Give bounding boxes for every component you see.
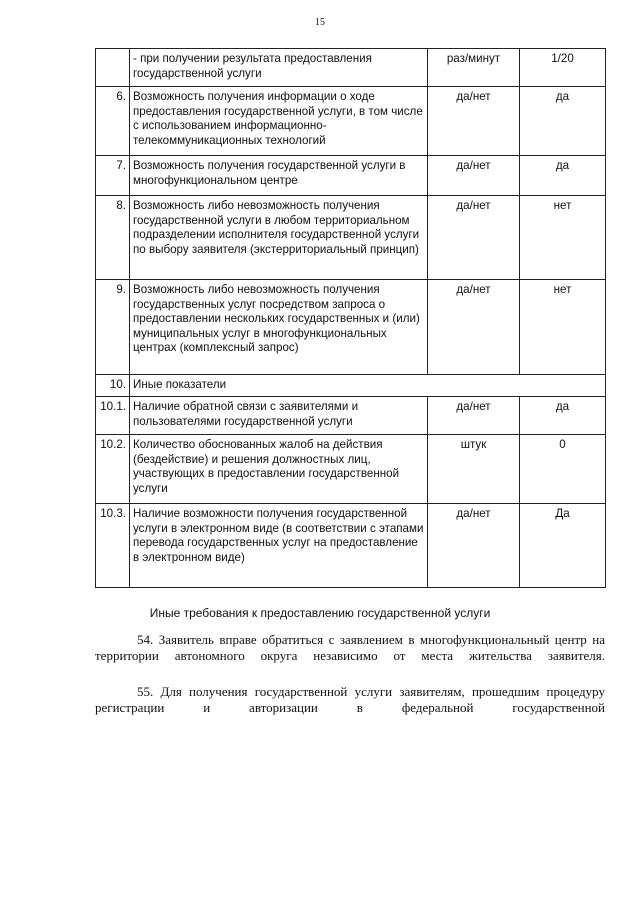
indicator-unit: да/нет xyxy=(428,504,520,588)
paragraph-55: 55. Для получения государственной услуги заявителям, прошедшим процедуру регистрации и авторизации в федеральной государственной xyxy=(95,684,605,715)
row-number: 10.2. xyxy=(96,435,130,504)
row-number: 8. xyxy=(96,196,130,280)
row-number: 7. xyxy=(96,156,130,196)
row-number: 10.1. xyxy=(96,397,130,435)
section-row-label: Иные показатели xyxy=(130,375,606,397)
row-number: 6. xyxy=(96,87,130,156)
indicator-name: Количество обоснованных жалоб на действия (бездействие) и решения должностных лиц, участвующих в предоставлении государственной услуги xyxy=(130,435,428,504)
indicators-table xyxy=(95,48,606,588)
indicator-name: - при получении результата предоставления государственной услуги xyxy=(130,49,428,87)
indicator-name: Возможность получения информации о ходе предоставления государственной услуги, в том числе с использованием информационно-телекоммуникационных технологий xyxy=(130,87,428,156)
indicator-value: 0 xyxy=(520,435,606,504)
indicator-value: да xyxy=(520,397,606,435)
indicator-name: Возможность либо невозможность получения государственной услуги в любом территориальном подразделении исполнителя государственной услуги по выбору заявителя (экстерриториальный принцип) xyxy=(130,196,428,280)
indicator-unit: да/нет xyxy=(428,397,520,435)
indicator-unit: да/нет xyxy=(428,156,520,196)
table-row xyxy=(96,397,606,435)
table-row xyxy=(96,435,606,504)
table-row xyxy=(96,87,606,156)
indicator-value: нет xyxy=(520,280,606,375)
indicator-name: Наличие возможности получения государственной услуги в электронном виде (в соответствии с этапами перевода государственных услуг на предоставление в электронном виде) xyxy=(130,504,428,588)
table-row xyxy=(96,196,606,280)
row-number: 9. xyxy=(96,280,130,375)
indicator-name: Возможность получения государственной услуги в многофункциональном центре xyxy=(130,156,428,196)
indicator-value: нет xyxy=(520,196,606,280)
indicator-unit: да/нет xyxy=(428,87,520,156)
row-number: 10. xyxy=(96,375,130,397)
section-heading: Иные требования к предоставлению государственной услуги xyxy=(149,606,491,620)
table-row xyxy=(96,49,606,87)
table-row xyxy=(96,375,606,397)
indicator-value: да xyxy=(520,87,606,156)
row-number: 10.3. xyxy=(96,504,130,588)
indicator-value: да xyxy=(520,156,606,196)
indicator-unit: раз/минут xyxy=(428,49,520,87)
row-number xyxy=(96,49,130,87)
indicator-unit: да/нет xyxy=(428,280,520,375)
paragraph-54: 54. Заявитель вправе обратиться с заявлением в многофункциональный центр на территории автономного округа независимо от места жительства заявителя. xyxy=(95,632,605,663)
table-row xyxy=(96,504,606,588)
indicator-unit: штук xyxy=(428,435,520,504)
indicator-name: Наличие обратной связи с заявителями и пользователями государственной услуги xyxy=(130,397,428,435)
indicator-value: 1/20 xyxy=(520,49,606,87)
page-number: 15 xyxy=(315,17,325,28)
indicator-unit: да/нет xyxy=(428,196,520,280)
indicator-value: Да xyxy=(520,504,606,588)
indicator-name: Возможность либо невозможность получения государственных услуг посредством запроса о предоставлении нескольких государственных и (или) муниципальных услуг в многофункциональных центрах (комплексный запрос) xyxy=(130,280,428,375)
table-row xyxy=(96,280,606,375)
table-row xyxy=(96,156,606,196)
